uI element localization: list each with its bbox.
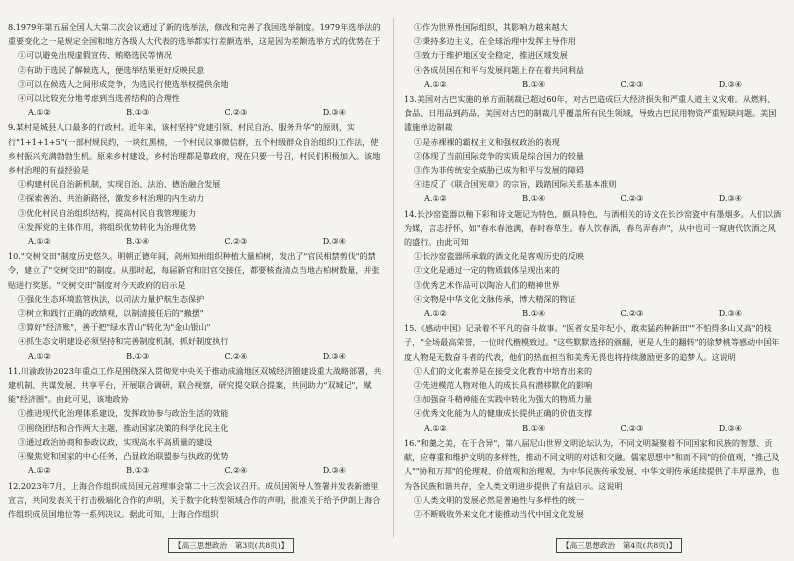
- statement-option: ③通过政治协商和参政议政，实现高水平高质量的建设: [18, 436, 213, 447]
- answer-choices: [404, 306, 782, 320]
- answer-choice[interactable]: D.③④: [718, 78, 742, 89]
- answer-choice[interactable]: C.②③: [224, 236, 248, 247]
- question-stem: 16."和羹之美，在于合异"，第八届尼山世界文明论坛认为，不同文明凝聚着不同国家和民族的智慧、贡献，应尊重和维护文明的多样性，推动不同文明的对话和交融。儒家思想中"和而不同"的价值观，"推己及人""协和万邦"的伦理观、价值观和治理观，为中华民族传承发展、中华文明传承延续提供了丰厚滋养，也为各民族和谐共存，全人类文明进步提供了有益启示。这说明: [404, 437, 780, 491]
- statement-option: ①长沙窑瓷器所承载的酒文化是客观历史的反映: [414, 251, 584, 262]
- statement-option: ②文化是通过一定的物质载体呈现出来的: [414, 265, 560, 276]
- statement-option: ③优化村民自治组织结构，提高村民自我管理能力: [18, 207, 197, 218]
- statement-option: ①作为世界性国际组织，其影响力越来越大: [414, 22, 568, 32]
- answer-choices: [8, 349, 386, 363]
- right-page-footer: 【高三思想政治 第4页(共8页)】: [556, 538, 682, 553]
- right-page-column: [404, 20, 782, 540]
- answer-choice[interactable]: A.①②: [28, 350, 51, 361]
- answer-choice[interactable]: B.①④: [522, 308, 546, 319]
- question-stem: 11.川渝政协2023年重点工作是围绕深入贯彻党中央关于推动成渝地区双城经济圈建设重大战略部署，共建机制、共谋发展、共享平台，开展联合调研，联合视察，研究提交联合提案，共同助力"双城记"，赋能"经济圈"。由此可见，该地政协: [8, 365, 382, 405]
- answer-choice[interactable]: A.①②: [28, 465, 51, 476]
- answer-choices: [8, 463, 386, 477]
- answer-choice[interactable]: B.①④: [126, 236, 150, 247]
- statement-option: ①强化生态环境监管执法，以司法力量护航生态保护: [18, 293, 205, 304]
- answer-choice[interactable]: D.③④: [718, 422, 742, 433]
- statement-option: ②树立和践行正确的政绩观，以制清接任后的"撤摆": [18, 308, 204, 319]
- statement-option: ④违反了《联合国宪章》的宗旨，践踏国际关系基本准则: [414, 179, 617, 190]
- question-stem: 9.某村是城县人口最多的行政村。近年来，该村坚持"党建引领、村民自治、服务升华"的原则，实行"1+1+1+5"(一部村规民约，一块红黑榜，一个村民议事微信群，五个村级群众自治组织)工作法，使乡村振兴充满勃勃生机。原来乡村建设，乡村治理都是靠政府，现在只要一号召，村民们积极加入。该地乡村治理的有益经验是: [8, 122, 381, 176]
- answer-choice[interactable]: D.③④: [718, 193, 742, 204]
- question-stem: 8.1979年第五届全国人大第二次会议通过了新的选举法，修改和完善了我国选举制度。1979年选举法的重要变化之一是规定全国和地方各级人大代表的选举都实行差额选举，这是因为差额选举方式的优势在于: [8, 22, 381, 47]
- statement-option: ③加强奋斗精神能在实践中转化为强大的物质力量: [414, 394, 593, 405]
- answer-choice[interactable]: B.①③: [126, 465, 150, 476]
- statement-option: ②围绕团结和合作两大主题，推动国家决策的科学化民主化: [18, 422, 229, 433]
- question: [8, 120, 386, 248]
- statement-option: ①可以避免出现虚假宣传、贿赂选民等情况: [18, 50, 172, 61]
- answer-choice[interactable]: A.①②: [424, 422, 447, 433]
- question-stem: 15.《感动中国》记录着不平凡的奋斗故事。"医者女星年纪小，敢卖猛药种新田""不怕得多山又高"的枝子，"全场最高荣誉，一位时代楷模致过。"这些默默选择的颁翻，更是人生的翻转"的徐梦桃等感动中国年度人物是无数奋斗者的代表，他们的热血担当和美秀无畏也将持续激励更多的追梦人。这说明: [404, 323, 780, 362]
- answer-choice[interactable]: D.③④: [322, 236, 346, 247]
- statement-option: ②先进模范人物对他人的成长具有潜移默化的影响: [414, 380, 593, 391]
- question: [8, 479, 386, 522]
- answer-choice[interactable]: C.②③: [620, 422, 644, 433]
- answer-choice[interactable]: B.①③: [126, 350, 150, 361]
- answer-choice[interactable]: D.③④: [322, 107, 346, 118]
- answer-choice[interactable]: B.①④: [522, 78, 546, 89]
- answer-choice[interactable]: B.①③: [126, 107, 150, 118]
- statement-option: ④文物是中华文化文脉传承，博大精深的物证: [414, 293, 576, 304]
- statement-option: ④各成员国在和平与发展问题上存在着共同利益: [414, 64, 584, 75]
- statement-option: ③致力于维护地区安全稳定，推进区域发展: [414, 50, 568, 61]
- answer-choice[interactable]: D.③④: [322, 350, 346, 361]
- statement-option: ④抓生态文明建设必须坚持和完善制度机制，抓好制度执行: [18, 336, 229, 347]
- question-stem: 10."交树交田"制度历史悠久。明朝正德年间，剑州知州组织种植大量柏树，发出了"官民相禁剪伐"的禁令，建立了"交树交田"的制度。从那时起，每届新官和旧官交接任，都要核查清点当地古柏树数量，并张贴进行奖惩。"交树交田"制度对今天政府的启示是: [8, 251, 380, 290]
- statement-option: ②秉持多边主义，在全球治理中发挥主导作用: [414, 36, 576, 47]
- page-divider: [393, 18, 394, 538]
- left-page-footer: 【高三思想政治 第3页(共8页)】: [168, 538, 294, 553]
- answer-choice[interactable]: D.③④: [322, 465, 346, 476]
- statement-option: ③可以在候选人之间形成竞争，为选民行使选举权提供余地: [18, 78, 229, 89]
- question: [8, 364, 386, 478]
- statement-option: ②有助于选民了解候选人，便选举结果更好反映民意: [18, 64, 205, 75]
- question-stem: 12.2023年7月，上海合作组织成员国元首理事会第二十三次会议召开。成员国领导人签署并发表新德里宣言，共同发表关于打击极端化合作的声明，关于数字化转型领域合作的声明，批准关于给予伊朗上海合作组织成员国地位等一系列决议。据此可知，上海合作组织: [8, 480, 381, 519]
- answer-choices: [8, 105, 386, 119]
- question: [404, 92, 782, 206]
- question: [404, 436, 782, 521]
- question: [8, 20, 386, 119]
- statement-option: ①人类文明的发展必然是普遍性与多样性的统一: [414, 494, 584, 505]
- left-page-column: [8, 20, 386, 540]
- answer-choice[interactable]: C.②③: [620, 308, 644, 319]
- question: [404, 321, 782, 435]
- question-stem: 14.长沙窑瓷器以釉下彩和诗文题记为特色，颇具特色，与酒相关的诗文在长沙窑瓷中有墨烟多。人们以酒为媒，言志抒怀，如"春水春池满，春时春草生。春人饮春酒，春鸟弄春声"，从中也可一窥唐代饮酒之风的盛行。由此可知: [404, 208, 782, 248]
- answer-choices: [404, 421, 782, 435]
- question: [404, 20, 782, 91]
- statement-option: ④优秀文化能为人的健康成长提供正确的价值支撑: [414, 408, 593, 419]
- statement-option: ②探索善治、共治新路径，激发乡村治理的内生动力: [18, 193, 205, 204]
- statement-option: ①构建村民自治新机制，实现自治、法治、德治融合发展: [18, 179, 221, 190]
- statement-option: ③作为非传统安全威胁已成为和平与发展的障碍: [414, 165, 584, 176]
- answer-choice[interactable]: C.②④: [224, 465, 248, 476]
- answer-choice[interactable]: C.②③: [224, 107, 248, 118]
- statement-option: ④可以比较充分地考虑到当选者结构的合理性: [18, 93, 180, 104]
- answer-choice[interactable]: A.①②: [28, 107, 51, 118]
- statement-option: ①是赤裸裸的霸权主义和强权政治的表现: [414, 136, 560, 147]
- statement-option: ①人们的文化素养是在接受文化教育中培育出来的: [414, 365, 593, 376]
- statement-option: ④聚焦党和国家的中心任务，凸显政治联盟参与执政的优势: [18, 451, 229, 462]
- answer-choices: [404, 191, 782, 205]
- question-stem: 13.美国对古巴实施的单方面制裁已超过60年，对古巴造成巨大经济损失和严重人道主义灾难。从燃料、食品、日用品到药品，美国对古巴的制裁几乎覆盖所有民生领域，导致古巴民用物资严重短缺问题。美国滥施单边制裁: [404, 94, 777, 133]
- statement-option: ②体现了当前国际竞争的实质是综合国力的较量: [414, 150, 584, 161]
- answer-choice[interactable]: C.②④: [224, 350, 248, 361]
- answer-choice[interactable]: A.①②: [424, 308, 447, 319]
- answer-choice[interactable]: C.②③: [620, 78, 644, 89]
- answer-choices: [8, 234, 386, 248]
- statement-option: ②不断吸收外来文化才能推动当代中国文化发展: [414, 508, 584, 519]
- answer-choice[interactable]: A.①②: [424, 193, 447, 204]
- statement-option: ③优秀艺术作品可以陶冶人们的精神世界: [414, 279, 560, 290]
- answer-choice[interactable]: A.①②: [424, 78, 447, 89]
- answer-choice[interactable]: D.③④: [718, 308, 742, 319]
- statement-option: ①推进现代化治理体系建设，发挥政协参与政治生活的效能: [18, 408, 229, 419]
- answer-choice[interactable]: B.①④: [522, 193, 546, 204]
- answer-choice[interactable]: C.②③: [620, 193, 644, 204]
- statement-option: ④发挥党的主体作用，将组织优势转化为治理优势: [18, 221, 197, 232]
- statement-option: ③算好"经济账"，善于把"绿水青山"转化为"金山银山": [18, 322, 211, 333]
- answer-choice[interactable]: B.①④: [522, 422, 546, 433]
- question: [404, 207, 782, 321]
- question: [8, 249, 386, 363]
- answer-choices: [404, 77, 782, 91]
- answer-choice[interactable]: A.①②: [28, 236, 51, 247]
